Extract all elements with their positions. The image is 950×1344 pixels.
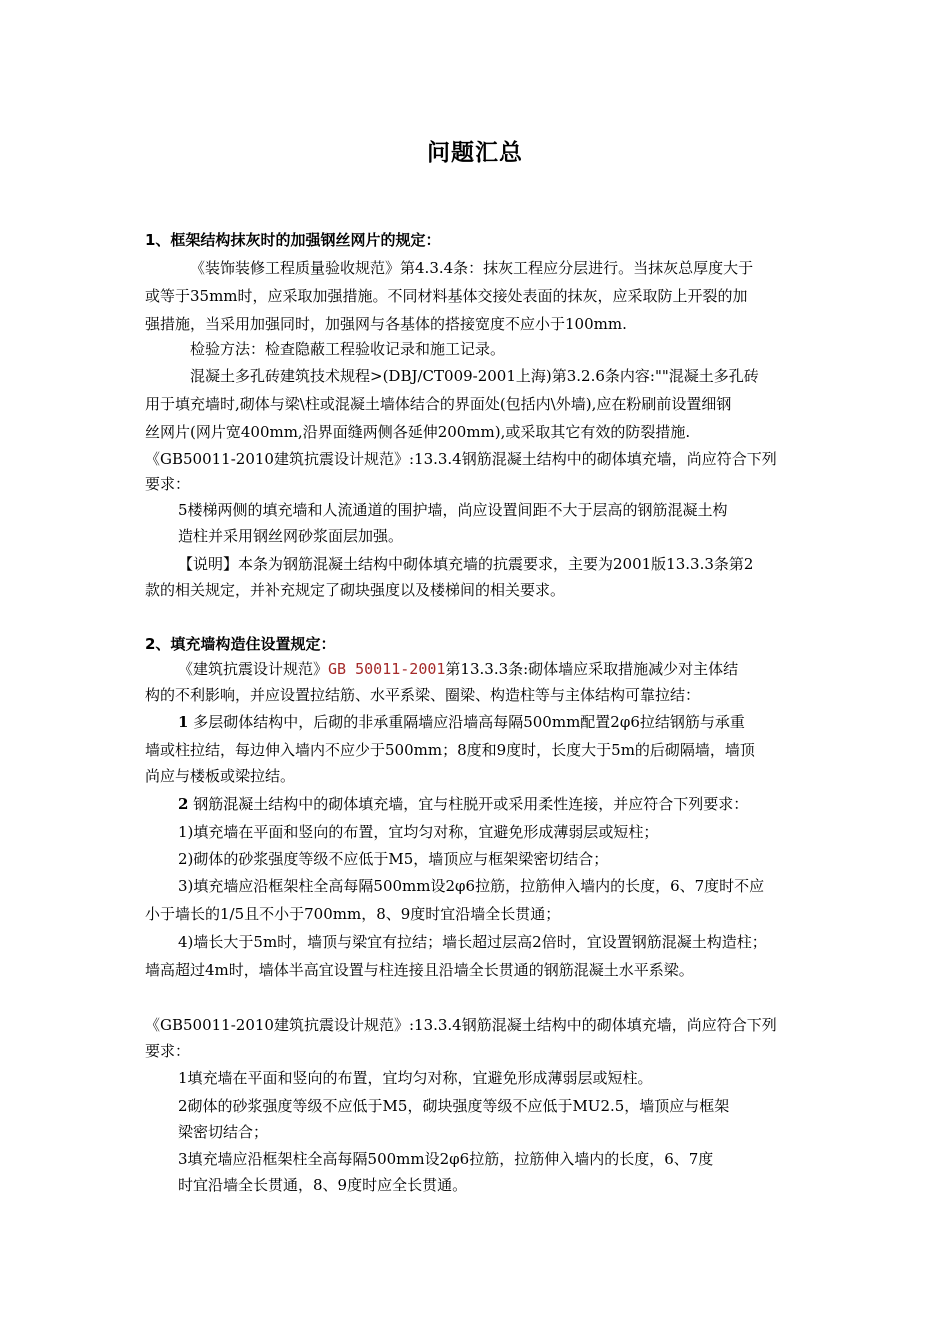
s3-item1: 1填充墙在平面和竖向的布置，宜均匀对称，宜避免形成薄弱层或短柱。 [178,1069,653,1087]
s2-sub4-line2: 墙高超过4m时，墙体半高宜设置与柱连接且沿墙全长贯通的钢筋混凝土水平系梁。 [145,961,694,979]
s3-item2-line2: 梁密切结合； [178,1123,269,1141]
s2-item1-text: 多层砌体结构中，后砌的非承重隔墙应沿墙高每隔500mm配置2φ6拉结钢筋与承重 [193,713,745,731]
s1-p5-line2: 造柱并采用钢丝网砂浆面层加强。 [178,527,404,545]
standard-code: GB 50011-2001 [328,660,446,678]
s1-p3-line2: 用于填充墙时,砌体与梁\柱或混凝土墙体结合的界面处(包括内\外墙),应在粉刷前设置细钢 [145,395,732,413]
page-title: 问题汇总 [427,140,523,166]
s1-p1-line1: 《装饰装修工程质量验收规范》第4.3.4条：抹灰工程应分层进行。当抹灰总厚度大于 [190,259,754,277]
s1-p4-line1: 《GB50011-2010建筑抗震设计规范》:13.3.4钢筋混凝土结构中的砌体填充墙，尚应符合下列 [145,450,777,468]
section-1-heading: 1、框架结构抹灰时的加强钢丝网片的规定： [145,231,441,249]
s1-p1-line2: 或等于35mm时，应采取加强措施。不同材料基体交接处表面的抹灰，应采取防上开裂的加 [145,287,748,305]
s1-p6-line2: 款的相关规定，并补充规定了砌块强度以及楼梯间的相关要求。 [145,581,566,599]
s3-item2-line1: 2砌体的砂浆强度等级不应低于M5，砌块强度等级不应低于MU2.5，墙顶应与框架 [178,1097,730,1115]
s1-p3-line3: 丝网片(网片宽400mm,沿界面缝两侧各延伸200mm),或采取其它有效的防裂措施. [145,423,691,441]
s2-sub3-line2: 小于墙长的1/5且不小于700mm，8、9度时宜沿墙全长贯通； [145,905,561,923]
s2-intro-line2: 构的不利影响，并应设置拉结筋、水平系梁、圈梁、构造柱等与主体结构可靠拉结： [145,686,701,704]
s2-intro-post: 第13.3.3条:砌体墙应采取措施减少对主体结 [445,660,739,678]
s2-item2-number: 2 [178,795,189,813]
s2-item1-number: 1 [178,713,189,731]
s2-item2 [178,794,748,814]
s2-sub3-line1: 3)填充墙应沿框架柱全高每隔500mm设2φ6拉筋，拉筋伸入墙内的长度，6、7度时不应 [178,877,765,895]
s1-p6-line1: 【说明】本条为钢筋混凝土结构中砌体填充墙的抗震要求，主要为2001版13.3.3条第2 [178,555,754,573]
s3-intro-line2: 要求： [145,1042,191,1060]
s2-sub4-line1: 4)墙长大于5m时，墙顶与梁宜有拉结；墙长超过层高2倍时，宜设置钢筋混凝土构造柱； [178,933,767,951]
s3-item3-line1: 3填充墙应沿框架柱全高每隔500mm设2φ6拉筋，拉筋伸入墙内的长度，6、7度 [178,1150,714,1168]
s3-item3-line2: 时宜沿墙全长贯通，8、9度时应全长贯通。 [178,1176,468,1194]
s2-sub1: 1)填充墙在平面和竖向的布置，宜均匀对称，宜避免形成薄弱层或短柱； [178,823,659,841]
s1-p3-line1: 混凝土多孔砖建筑技术规程>(DBJ/CT009-2001上海)第3.2.6条内容:""混凝土多孔砖 [190,367,759,385]
s2-item2-text: 钢筋混凝土结构中的砌体填充墙，宜与柱脱开或采用柔性连接，并应符合下列要求： [193,795,749,813]
s2-intro-pre: 《建筑抗震设计规范》 [178,660,329,678]
s1-p1-line3: 强措施，当采用加强同时，加强网与各基体的搭接宽度不应小于100mm. [145,315,627,333]
s1-p4-line2: 要求： [145,475,191,493]
s2-item1-line1 [178,712,745,732]
s2-item1-line2: 墙或柱拉结，每边伸入墙内不应少于500mm；8度和9度时，长度大于5m的后砌隔墙，墙顶 [145,741,755,759]
s2-item1-line3: 尚应与楼板或梁拉结。 [145,767,296,785]
s3-intro-line1: 《GB50011-2010建筑抗震设计规范》:13.3.4钢筋混凝土结构中的砌体填充墙，尚应符合下列 [145,1016,777,1034]
s2-sub2: 2)砌体的砂浆强度等级不应低于M5，墙顶应与框架梁密切结合； [178,850,609,868]
s2-intro-line1 [178,659,738,679]
section-2-heading: 2、填充墙构造住设置规定： [145,635,336,653]
s1-p2: 检验方法：检查隐蔽工程验收记录和施工记录。 [190,340,506,358]
s1-p5-line1: 5楼梯两侧的填充墙和人流通道的围护墙，尚应设置间距不大于层高的钢筋混凝土构 [178,501,728,519]
